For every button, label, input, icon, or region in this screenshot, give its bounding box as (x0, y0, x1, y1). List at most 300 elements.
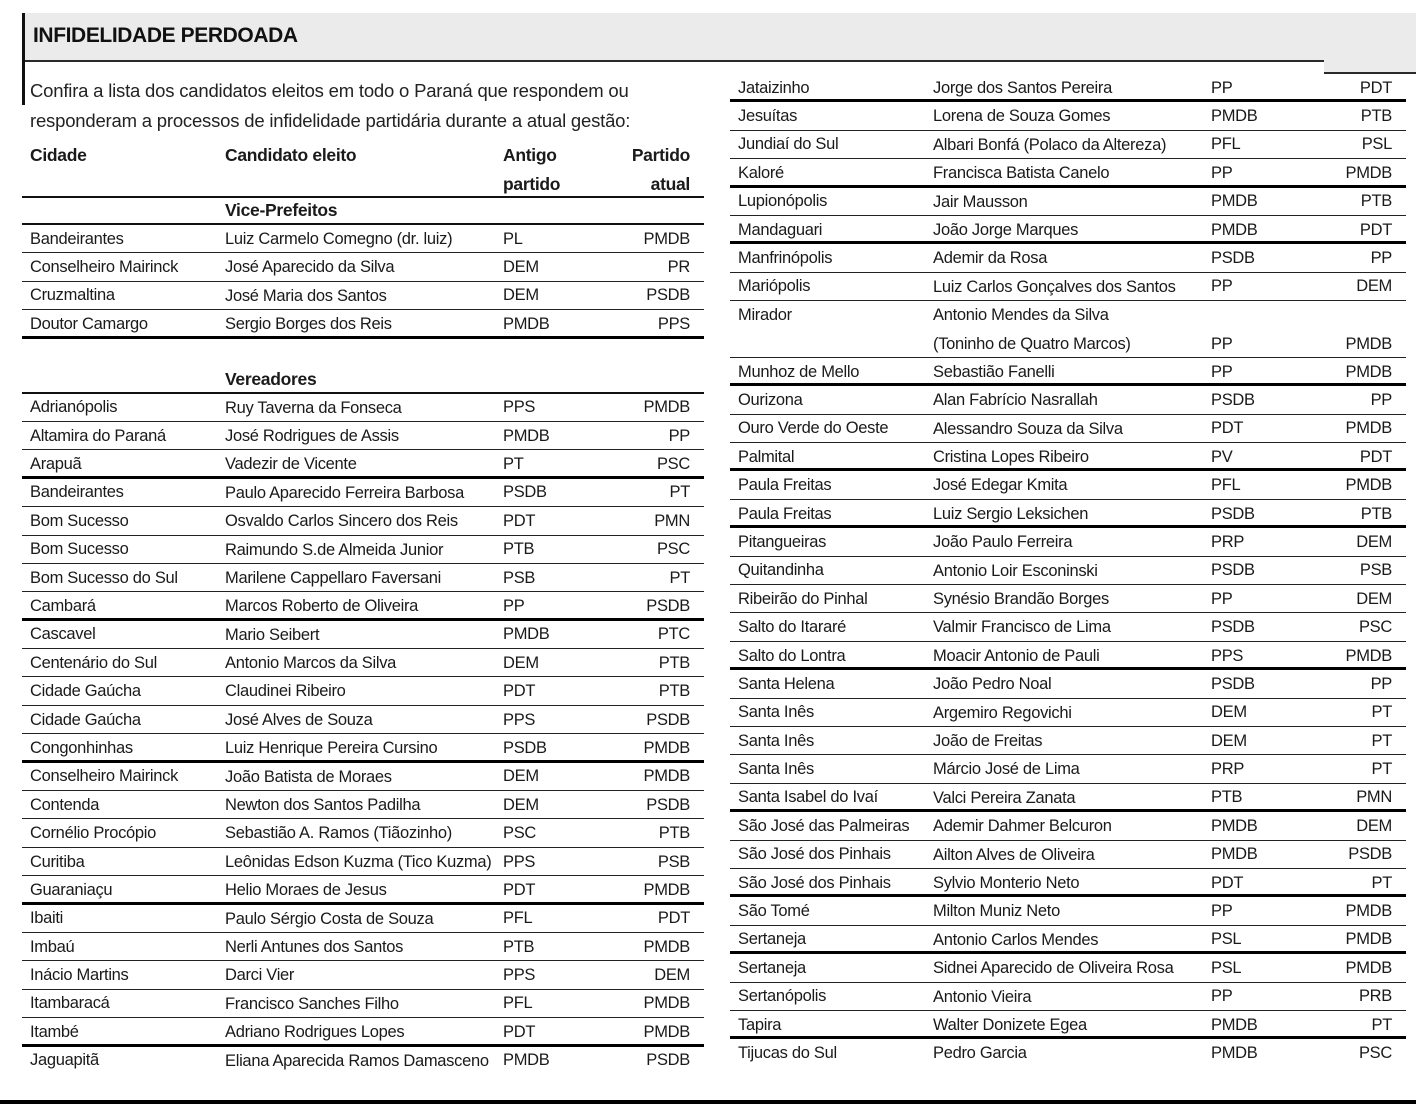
new-party-cell: PSDB (646, 286, 690, 305)
city-cell: Bom Sucesso do Sul (30, 568, 178, 587)
old-party-cell: PMDB (503, 426, 550, 445)
header-new-party: Partido atual (631, 145, 690, 194)
candidate-cell (933, 386, 1211, 414)
new-party-cell: PSB (657, 852, 690, 871)
candidate-cell (225, 507, 503, 535)
city-cell: Palmital (738, 447, 795, 466)
table-row (730, 699, 1406, 727)
candidate-name: Adriano Rodrigues Lopes (225, 1023, 405, 1042)
table-row (22, 225, 704, 253)
new-party-cell: PMDB (1345, 930, 1392, 949)
candidate-cell (933, 443, 1211, 471)
candidate-cell (933, 699, 1211, 727)
candidate-cell (933, 273, 1211, 301)
table-row (730, 812, 1406, 840)
old-party-cell: PSDB (1211, 561, 1255, 580)
city-cell: Ourizona (738, 391, 803, 410)
section-gap (22, 339, 704, 367)
table-row (22, 677, 704, 705)
candidate-cell (225, 422, 503, 450)
candidate-name: Antonio Mendes da Silva (933, 306, 1109, 325)
old-party-cell: DEM (1211, 731, 1247, 750)
candidate-cell (933, 471, 1211, 499)
old-party-cell: PFL (1211, 135, 1241, 154)
new-party-cell: PT (1371, 873, 1392, 892)
table-row (22, 564, 704, 592)
city-cell: Mariópolis (738, 277, 811, 296)
city-cell: Santa Isabel do Ivaí (738, 788, 878, 807)
candidate-cell (933, 926, 1211, 954)
old-party-cell: PSDB (1211, 504, 1255, 523)
old-party-cell: PDT (503, 880, 536, 899)
city-cell: Mirador (738, 306, 792, 325)
candidate-name: João Jorge Marques (933, 220, 1079, 239)
old-party-cell: PV (1211, 447, 1233, 466)
candidate-cell (225, 394, 503, 422)
new-party-cell: PDT (657, 909, 690, 928)
candidate-name: Albari Bonfá (Polaco da Altereza) (933, 135, 1167, 154)
new-party-cell: DEM (1356, 532, 1392, 551)
old-party-cell: PRP (1211, 760, 1245, 779)
title-band-underline (22, 60, 1324, 62)
table-row (22, 791, 704, 819)
candidate-name: João Pedro Noal (933, 675, 1052, 694)
bottom-rule (0, 1100, 1416, 1104)
city-cell: Guaraniaçu (30, 880, 113, 899)
candidate-cell (933, 670, 1211, 698)
candidate-name: João Batista de Moraes (225, 767, 392, 786)
old-party-cell: PTB (503, 540, 535, 559)
new-party-cell: PSDB (646, 710, 690, 729)
table-row (22, 282, 704, 310)
table-row (730, 74, 1406, 102)
city-cell: Doutor Camargo (30, 314, 148, 333)
candidate-name: Newton dos Santos Padilha (225, 796, 421, 815)
old-party-cell: DEM (503, 286, 539, 305)
candidate-name: João Paulo Ferreira (933, 533, 1073, 552)
city-cell: Bom Sucesso (30, 511, 129, 530)
candidate-cell (933, 585, 1211, 613)
section-label: Vice-Prefeitos (225, 200, 338, 220)
table-row (730, 841, 1406, 869)
old-party-cell: PTB (1211, 788, 1243, 807)
city-cell: Tijucas do Sul (738, 1044, 837, 1062)
new-party-cell: PTB (658, 824, 690, 843)
candidate-name: José Aparecido da Silva (225, 258, 395, 277)
new-party-cell: PP (668, 426, 690, 445)
city-cell: Altamira do Paraná (30, 426, 166, 445)
city-cell: Paula Freitas (738, 476, 832, 495)
candidate-name: Milton Muniz Neto (933, 902, 1060, 921)
city-cell: Santa Inês (738, 760, 814, 779)
candidate-cell (933, 784, 1211, 812)
new-party-cell: PMDB (643, 767, 690, 786)
old-party-cell: PPS (1211, 646, 1244, 665)
candidate-cell (225, 282, 503, 310)
table-row (22, 253, 704, 281)
candidate-name: Darci Vier (225, 966, 295, 985)
table-row (730, 642, 1406, 670)
city-cell: Jesuítas (738, 107, 798, 126)
city-cell: Itambé (30, 1022, 79, 1041)
new-party-cell: PTB (658, 653, 690, 672)
candidate-name: Argemiro Regovichi (933, 703, 1072, 722)
candidate-name: Antonio Marcos da Silva (225, 654, 397, 673)
new-party-cell: PSL (1361, 135, 1392, 154)
new-party-cell: PSDB (646, 597, 690, 615)
table-row (730, 727, 1406, 755)
table-row (22, 450, 704, 478)
old-party-cell: PSDB (1211, 391, 1255, 410)
candidate-cell (933, 812, 1211, 840)
table-row (730, 784, 1406, 812)
intro-line-2: responderam a processos de infidelidade partidária durante a atual gestão: (30, 110, 631, 131)
candidate-cell (225, 905, 503, 933)
candidate-cell (225, 763, 503, 791)
old-party-cell: PPS (503, 966, 536, 985)
candidate-cell (933, 131, 1211, 159)
candidate-name: Ruy Taverna da Fonseca (225, 398, 402, 417)
table-row (730, 244, 1406, 272)
old-party-cell: PSDB (1211, 249, 1255, 268)
new-party-cell: PSDB (1348, 845, 1392, 864)
candidate-cell (225, 621, 503, 649)
city-cell: Ribeirão do Pinhal (738, 589, 868, 608)
city-cell: Cidade Gaúcha (30, 710, 141, 729)
new-party-cell: PMDB (643, 994, 690, 1013)
new-party-cell: PTB (658, 682, 690, 701)
candidate-name: Nerli Antunes dos Santos (225, 937, 404, 956)
old-party-cell: PP (1211, 163, 1233, 182)
new-party-cell: PMDB (643, 1022, 690, 1041)
city-cell: Cambará (30, 597, 96, 615)
candidate-name: Antonio Loir Esconinski (933, 561, 1098, 580)
table-row (22, 961, 704, 989)
header-candidate: Candidato eleito (225, 145, 357, 165)
city-cell: Bandeirantes (30, 229, 124, 248)
new-party-cell: PMDB (1345, 163, 1392, 182)
candidate-cell (225, 791, 503, 819)
candidate-cell (933, 897, 1211, 925)
vice-prefeitos-rows (22, 225, 704, 339)
new-party-cell: PT (669, 483, 690, 502)
candidate-cell (933, 613, 1211, 641)
section-header-vice-prefeitos (22, 198, 704, 225)
city-cell: Tapira (738, 1015, 782, 1034)
table-row (730, 670, 1406, 698)
candidate-name: Paulo Sérgio Costa de Souza (225, 909, 434, 928)
old-party-cell: DEM (1211, 703, 1247, 722)
table-row (730, 613, 1406, 641)
candidate-name: Mario Seibert (225, 625, 320, 644)
old-party-cell: PP (1211, 987, 1233, 1006)
candidate-cell (225, 961, 503, 989)
table-row (730, 1039, 1406, 1067)
city-cell: Mandaguari (738, 220, 823, 239)
city-cell: Santa Helena (738, 674, 835, 693)
table-row (22, 848, 704, 876)
table-row (22, 536, 704, 564)
old-party-cell: PSDB (1211, 674, 1255, 693)
old-party-cell: PT (503, 455, 524, 474)
candidate-cell (933, 415, 1211, 443)
candidate-cell (933, 557, 1211, 585)
candidate-name: José Maria dos Santos (225, 286, 387, 305)
candidate-cell (933, 528, 1211, 556)
candidate-name: José Rodrigues de Assis (225, 426, 399, 445)
new-party-cell: PTC (657, 625, 690, 644)
candidate-cell (933, 727, 1211, 755)
candidate-cell (225, 564, 503, 592)
old-party-cell: PMDB (1211, 192, 1258, 211)
table-row (22, 394, 704, 422)
old-party-cell: PDT (503, 511, 536, 530)
new-party-cell: PDT (1359, 447, 1392, 466)
city-cell: Santa Inês (738, 703, 814, 722)
city-cell: São Tomé (738, 902, 810, 921)
candidate-cell (225, 479, 503, 507)
old-party-cell: DEM (503, 258, 539, 277)
new-party-cell: PSC (656, 540, 690, 559)
new-party-cell: PMN (654, 511, 690, 530)
city-cell: Ouro Verde do Oeste (738, 419, 889, 438)
vereadores-rows-left (22, 394, 704, 1075)
candidate-name: Luiz Sergio Leksichen (933, 504, 1089, 523)
new-party-cell: PT (1371, 1015, 1392, 1034)
candidate-name: Márcio José de Lima (933, 760, 1080, 779)
candidate-cell (225, 677, 503, 705)
page-title: INFIDELIDADE PERDOADA (33, 24, 298, 47)
new-party-cell: PT (1371, 760, 1392, 779)
candidate-cell (225, 734, 503, 762)
candidate-name: Antonio Vieira (933, 987, 1032, 1006)
table-row (730, 557, 1406, 585)
candidate-cell (933, 188, 1211, 216)
table-row (730, 301, 1406, 358)
candidate-cell (225, 1047, 503, 1075)
old-party-cell: PDT (503, 1022, 536, 1041)
candidate-cell (225, 536, 503, 564)
city-cell: Sertaneja (738, 958, 806, 977)
old-party-cell: PMDB (1211, 107, 1258, 126)
table-left-column (22, 138, 704, 1075)
table-row (730, 159, 1406, 187)
candidate-name: Alan Fabrício Nasrallah (933, 391, 1098, 410)
candidate-name: José Alves de Souza (225, 710, 373, 729)
candidate-cell (225, 450, 503, 478)
candidate-name: José Edegar Kmita (933, 476, 1068, 495)
new-party-cell: PSB (1359, 561, 1392, 580)
table-row (22, 734, 704, 762)
candidate-name: Luiz Henrique Pereira Cursino (225, 739, 438, 758)
old-party-cell: PSC (503, 824, 537, 843)
table-row (22, 592, 704, 620)
old-party-cell: PSDB (503, 738, 547, 757)
table-row (730, 443, 1406, 471)
candidate-name: Valci Pereira Zanata (933, 788, 1076, 807)
table-row (22, 507, 704, 535)
candidate-cell (225, 848, 503, 876)
candidate-cell (933, 841, 1211, 869)
new-party-cell: PDT (1359, 78, 1392, 97)
candidate-cell (933, 216, 1211, 244)
city-cell: Bom Sucesso (30, 540, 129, 559)
left-accent-bar (22, 13, 25, 105)
new-party-cell: PSC (1358, 1044, 1392, 1062)
old-party-cell: PMDB (1211, 1044, 1258, 1062)
candidate-name: Walter Donizete Egea (933, 1015, 1087, 1034)
table-row (730, 500, 1406, 528)
city-cell: Ibaiti (30, 909, 64, 928)
old-party-cell: PDT (1211, 419, 1244, 438)
table-row (22, 422, 704, 450)
old-party-cell: PMDB (503, 625, 550, 644)
new-party-cell: PMDB (1345, 419, 1392, 438)
candidate-name: Raimundo S.de Almeida Junior (225, 540, 444, 559)
new-party-cell: PTB (1360, 192, 1392, 211)
old-party-cell: PP (1211, 589, 1233, 608)
city-cell: Quitandinha (738, 561, 824, 580)
table-row (730, 528, 1406, 556)
candidate-name: Ademir Dahmer Belcuron (933, 817, 1112, 836)
candidate-name: Sebastião Fanelli (933, 362, 1055, 381)
table-row (730, 471, 1406, 499)
city-cell: Salto do Itararé (738, 618, 847, 637)
new-party-cell: PP (1370, 674, 1392, 693)
old-party-cell: PSDB (503, 483, 547, 502)
old-party-cell: PSB (503, 568, 536, 587)
new-party-cell: PRB (1358, 987, 1392, 1006)
table-row (730, 897, 1406, 925)
section-header-vereadores (22, 367, 704, 394)
new-party-cell: PR (667, 258, 690, 277)
new-party-cell: PSDB (646, 795, 690, 814)
old-party-cell: PRP (1211, 532, 1245, 551)
table-row (730, 216, 1406, 244)
candidate-name: Helio Moraes de Jesus (225, 881, 387, 900)
candidate-name: Ademir da Rosa (933, 249, 1048, 268)
candidate-cell (933, 159, 1211, 187)
candidate-name: Pedro Garcia (933, 1044, 1027, 1063)
city-cell: Congonhinhas (30, 738, 133, 757)
old-party-cell: PFL (503, 909, 533, 928)
city-cell: São José dos Pinhais (738, 845, 891, 864)
old-party-cell: PFL (1211, 476, 1241, 495)
old-party-cell: PMDB (1211, 220, 1258, 239)
intro-line-1: Confira a lista dos candidatos eleitos em todo o Paraná que respondem ou (30, 80, 629, 101)
city-cell: Cascavel (30, 625, 96, 644)
old-party-cell: PMDB (1211, 816, 1258, 835)
candidate-name: Luiz Carlos Gonçalves dos Santos (933, 277, 1176, 296)
city-cell: Conselheiro Mairinck (30, 258, 179, 277)
old-party-cell: PSL (1211, 958, 1242, 977)
city-cell: Kaloré (738, 163, 784, 182)
candidate-name: Ailton Alves de Oliveira (933, 845, 1095, 864)
candidate-name: Leônidas Edson Kuzma (Tico Kuzma) (225, 852, 492, 871)
candidate-cell (225, 933, 503, 961)
old-party-cell: PP (1211, 362, 1233, 381)
new-party-cell: PT (669, 568, 690, 587)
candidate-cell (933, 1011, 1211, 1039)
candidate-name: Osvaldo Carlos Sincero dos Reis (225, 512, 458, 531)
old-party-cell: PPS (503, 398, 536, 417)
table-row (730, 926, 1406, 954)
table-row (22, 819, 704, 847)
candidate-cell (225, 1018, 503, 1046)
city-cell: Jundiaí do Sul (738, 135, 839, 154)
candidate-name: Sidnei Aparecido de Oliveira Rosa (933, 959, 1174, 978)
candidate-name: Jair Mausson (933, 192, 1028, 211)
new-party-cell: PP (1370, 391, 1392, 410)
city-cell: Jataizinho (738, 78, 810, 97)
new-party-cell: PT (1371, 731, 1392, 750)
candidate-cell (933, 74, 1211, 102)
candidate-cell (933, 301, 1211, 358)
candidate-name: Francisca Batista Canelo (933, 164, 1110, 183)
city-cell: Sertanópolis (738, 987, 827, 1006)
old-party-cell: PMDB (503, 314, 550, 333)
city-cell: Conselheiro Mairinck (30, 767, 179, 786)
table-row (730, 954, 1406, 982)
candidate-name: Synésio Brandão Borges (933, 590, 1109, 609)
header-city: Cidade (30, 145, 87, 165)
candidate-name: Francisco Sanches Filho (225, 994, 399, 1013)
candidate-name: Vadezir de Vicente (225, 455, 357, 474)
table-row (22, 1018, 704, 1046)
vereadores-rows-right (730, 74, 1406, 1068)
new-party-cell: DEM (654, 966, 690, 985)
new-party-cell: PMDB (643, 937, 690, 956)
new-party-cell: PMDB (643, 880, 690, 899)
candidate-name: Antonio Carlos Mendes (933, 930, 1099, 949)
candidate-name: Luiz Carmelo Comegno (dr. luiz) (225, 230, 453, 248)
new-party-cell: PPS (657, 314, 690, 333)
table-row (730, 188, 1406, 216)
table-row (22, 990, 704, 1018)
candidate-name: Moacir Antonio de Pauli (933, 646, 1100, 665)
new-party-cell: PTB (1360, 107, 1392, 126)
candidate-cell (225, 990, 503, 1018)
candidate-cell (933, 755, 1211, 783)
old-party-cell: PDT (1211, 873, 1244, 892)
old-party-cell: PP (1211, 277, 1233, 296)
header-old-party: Antigo partido (503, 145, 561, 194)
table-row (730, 273, 1406, 301)
candidate-cell (933, 244, 1211, 272)
candidate-cell (933, 869, 1211, 897)
city-cell: Arapuã (30, 455, 82, 474)
table-row (22, 763, 704, 791)
table-row (730, 358, 1406, 386)
candidate-name: Alessandro Souza da Silva (933, 419, 1123, 438)
table-row (22, 479, 704, 507)
new-party-cell: PMDB (1345, 902, 1392, 921)
table-row (730, 585, 1406, 613)
city-cell: Paula Freitas (738, 504, 832, 523)
city-cell: São José dos Pinhais (738, 873, 891, 892)
candidate-cell (933, 642, 1211, 670)
candidate-name: Valmir Francisco de Lima (933, 618, 1111, 637)
old-party-cell: PDT (503, 682, 536, 701)
candidate-name: Sylvio Monterio Neto (933, 873, 1080, 892)
city-cell: Lupionópolis (738, 192, 828, 211)
intro-text (30, 76, 630, 136)
candidate-name: Eliana Aparecida Ramos Damasceno (225, 1051, 489, 1070)
old-party-cell: PSDB (1211, 618, 1255, 637)
city-cell: Santa Inês (738, 731, 814, 750)
new-party-cell: PMDB (643, 229, 690, 248)
table-row (22, 706, 704, 734)
